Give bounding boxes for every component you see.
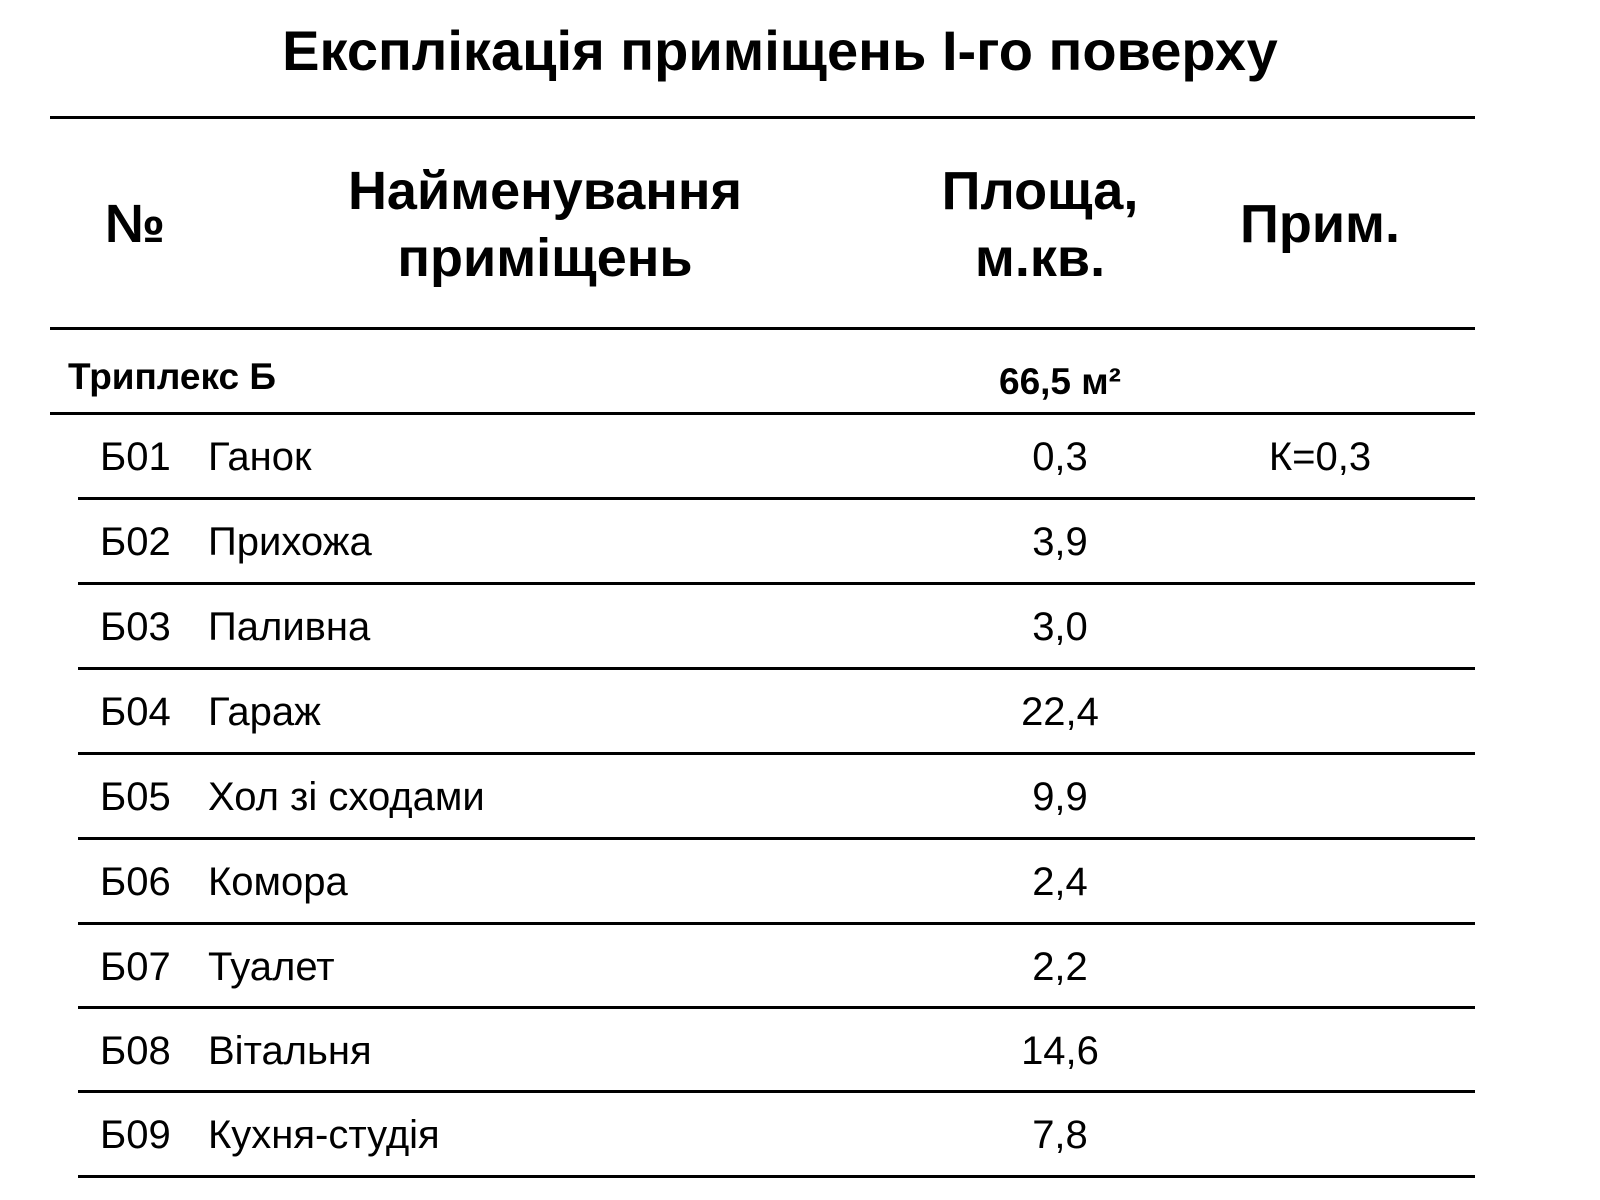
room-area: 2,2 (1032, 945, 1088, 989)
room-area: 3,9 (1032, 520, 1088, 564)
room-number: Б01 (100, 435, 171, 479)
room-number: Б09 (100, 1113, 171, 1157)
table-row (0, 1008, 1600, 1094)
table-row (0, 584, 1600, 670)
room-area: 22,4 (1021, 690, 1099, 734)
group-area: 66,5 м² (999, 361, 1121, 402)
table-row (0, 669, 1600, 755)
room-number: Б08 (100, 1029, 171, 1073)
room-name: Гараж (208, 690, 321, 734)
room-number: Б06 (100, 860, 171, 904)
room-area: 0,3 (1032, 435, 1088, 479)
table-row (0, 839, 1600, 925)
room-number: Б04 (100, 690, 171, 734)
room-area: 3,0 (1032, 605, 1088, 649)
header-name-line1: Найменування (347, 161, 743, 221)
row-divider (78, 1175, 1475, 1178)
header-area-line2: м.кв. (974, 228, 1106, 288)
room-area: 9,9 (1032, 775, 1088, 819)
header-bottom-rule (50, 327, 1475, 330)
room-number: Б05 (100, 775, 171, 819)
room-name: Паливна (208, 605, 371, 649)
room-name: Кухня-студія (208, 1113, 440, 1157)
room-number: Б07 (100, 945, 171, 989)
table-row (0, 754, 1600, 840)
room-name: Туалет (208, 945, 335, 989)
room-name: Ганок (208, 435, 312, 479)
group-name: Триплекс Б (68, 356, 276, 397)
page-title: Експлікація приміщень І-го поверху (282, 19, 1278, 82)
header-area-line1: Площа, (941, 161, 1139, 221)
room-area: 2,4 (1032, 860, 1088, 904)
room-note: К=0,3 (1268, 435, 1372, 479)
header-name-line2: приміщень (397, 228, 693, 288)
table-row (0, 924, 1600, 1010)
room-area: 7,8 (1032, 1113, 1088, 1157)
room-name: Хол зі сходами (208, 775, 485, 819)
header-note: Прим. (1240, 194, 1400, 254)
header-num: № (104, 194, 166, 254)
room-name: Вітальня (208, 1029, 372, 1073)
table-row (0, 499, 1600, 585)
table-row (0, 414, 1600, 500)
room-number: Б03 (100, 605, 171, 649)
room-number: Б02 (100, 520, 171, 564)
table-row (0, 1092, 1600, 1178)
room-name: Прихожа (208, 520, 372, 564)
table-top-rule (50, 116, 1475, 119)
room-name: Комора (208, 860, 348, 904)
room-area: 14,6 (1021, 1029, 1099, 1073)
